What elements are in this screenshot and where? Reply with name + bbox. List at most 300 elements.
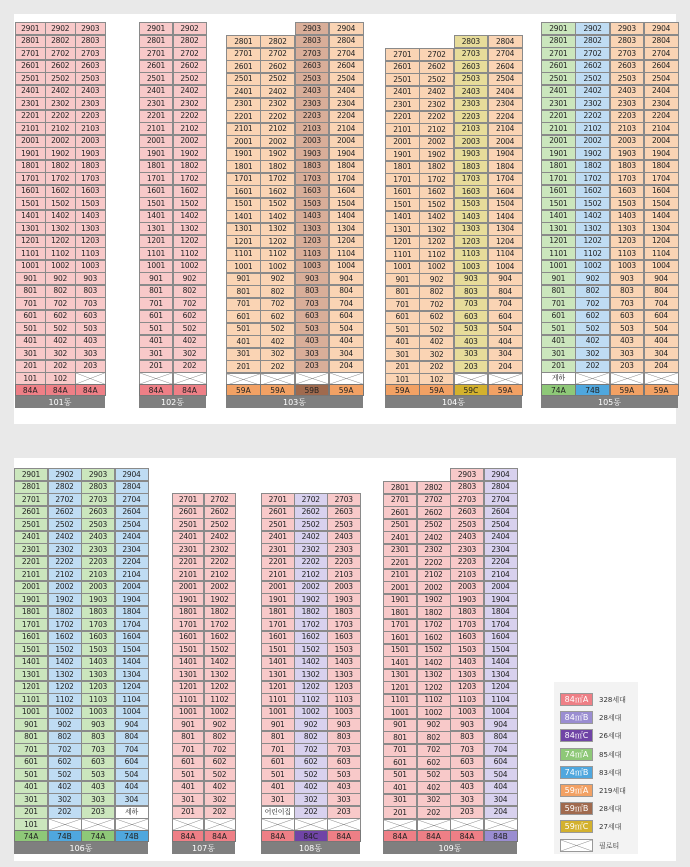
unit-cell: 2202 [173, 110, 207, 123]
unit-cell: 1203 [295, 235, 330, 248]
unit-cell: 1701 [226, 173, 261, 186]
unit-cell: 204 [488, 360, 523, 373]
empty-cross-icon [561, 840, 592, 851]
unit-cell: 2203 [75, 110, 106, 123]
unit-cell: 2701 [385, 48, 420, 61]
unit-cell: 1601 [261, 631, 295, 644]
unit-cell: 2603 [295, 60, 330, 73]
unit-cell: 1801 [14, 606, 48, 619]
unit-cell: 1902 [48, 593, 82, 606]
unit-cell: 2401 [385, 86, 420, 99]
unit-cell: 2904 [329, 22, 364, 35]
unit-cell: 404 [329, 335, 364, 348]
unit-cell: 1804 [329, 160, 364, 173]
unit-cell: 401 [172, 781, 204, 794]
unit-cell: 1903 [450, 593, 484, 606]
empty-cross-icon [611, 373, 644, 384]
unit-cell: 1602 [575, 185, 610, 198]
empty-cross-icon [296, 373, 329, 384]
unit-cell: 1502 [48, 643, 82, 656]
unit-cell: 1503 [295, 197, 330, 210]
unit-cell: 902 [575, 272, 610, 285]
unit-cell: 1902 [419, 148, 454, 161]
unit-cell: 1101 [14, 693, 48, 706]
unit-cell: 302 [173, 347, 207, 360]
unit-cell: 2404 [488, 85, 523, 98]
unit-cell: 2504 [644, 72, 679, 85]
unit-cell: 1803 [327, 606, 361, 619]
unit-cell: 2801 [226, 35, 261, 48]
unit-cell: 1701 [383, 619, 417, 632]
unit-cell: 801 [261, 731, 295, 744]
unit-cell: 802 [48, 731, 82, 744]
empty-cross-icon [82, 819, 114, 830]
unit-type-label: 84A [173, 384, 207, 396]
unit-cell: 1303 [75, 222, 106, 235]
unit-cell: 702 [575, 297, 610, 310]
unit-cell: 2102 [45, 122, 76, 135]
unit-cell: 2501 [383, 519, 417, 532]
unit-cell: 303 [75, 347, 106, 360]
unit-cell: 804 [329, 285, 364, 298]
unit-cell: 1601 [541, 185, 576, 198]
unit-cell: 1102 [173, 247, 207, 260]
unit-cell: 1904 [488, 148, 523, 161]
unit-cell: 2602 [45, 60, 76, 73]
unit-cell: 901 [15, 272, 46, 285]
unit-cell: 1204 [484, 681, 518, 694]
unit-cell: 502 [260, 323, 295, 336]
building-name: 102동 [139, 396, 206, 408]
unit-cell: 2304 [115, 543, 149, 556]
unit-cell: 202 [204, 806, 236, 819]
unit-cell: 2304 [484, 543, 518, 556]
unit-cell: 2401 [14, 531, 48, 544]
unit-cell: 401 [385, 336, 420, 349]
unit-cell: 1103 [610, 247, 645, 260]
unit-cell: 604 [488, 310, 523, 323]
empty-cross-icon [295, 819, 327, 830]
unit-cell: 1201 [383, 681, 417, 694]
unit-cell: 2701 [139, 47, 173, 60]
unit-cell: 503 [610, 322, 645, 335]
unit-type-label: 74B [48, 830, 82, 842]
unit-cell: 904 [644, 272, 679, 285]
unit-cell: 701 [261, 743, 295, 756]
unit-type-label: 84A [204, 830, 236, 842]
unit-cell: 1004 [488, 260, 523, 273]
unit-cell: 2303 [454, 98, 489, 111]
unit-cell: 2401 [383, 531, 417, 544]
unit-cell: 2701 [172, 493, 204, 506]
unit-cell: 1502 [419, 198, 454, 211]
unit-cell: 1704 [644, 172, 679, 185]
unit-cell: 404 [488, 335, 523, 348]
unit-cell: 501 [172, 768, 204, 781]
unit-cell: 803 [75, 285, 106, 298]
unit-cell: 1304 [329, 222, 364, 235]
unit-cell: 601 [261, 756, 295, 769]
unit-cell: 302 [45, 347, 76, 360]
unit-cell: 2302 [260, 98, 295, 111]
unit-cell: 802 [204, 731, 236, 744]
legend-swatch: 59㎡C [560, 820, 593, 833]
unit-cell: 2202 [575, 110, 610, 123]
unit-cell: 1004 [329, 260, 364, 273]
unit-cell: 1903 [454, 148, 489, 161]
unit-cell: 703 [450, 743, 484, 756]
unit-cell: 903 [295, 272, 330, 285]
unit-cell: 2003 [610, 135, 645, 148]
unit-cell: 602 [294, 756, 328, 769]
unit-cell: 203 [327, 806, 361, 819]
unit-cell: 1601 [383, 631, 417, 644]
unit-cell: 803 [327, 731, 361, 744]
empty-cross-icon [49, 819, 81, 830]
unit-cell: 402 [204, 781, 236, 794]
unit-cell: 302 [294, 793, 328, 806]
unit-cell: 1001 [385, 261, 420, 274]
unit-cell: 2602 [173, 60, 207, 73]
unit-cell: 1804 [644, 160, 679, 173]
unit-cell: 2904 [115, 468, 149, 481]
unit-cell: 2504 [488, 73, 523, 86]
empty-cross-icon [485, 819, 517, 830]
unit-cell: 1303 [610, 222, 645, 235]
unit-cell: 2504 [115, 518, 149, 531]
unit-cell: 203 [454, 360, 489, 373]
unit-cell: 901 [172, 718, 204, 731]
unit-cell: 1702 [45, 172, 76, 185]
unit-cell: 304 [644, 347, 679, 360]
unit-cell: 1302 [294, 668, 328, 681]
unit-cell: 2203 [450, 556, 484, 569]
unit-cell: 804 [488, 285, 523, 298]
unit-cell: 2103 [327, 568, 361, 581]
unit-cell: 2903 [610, 22, 645, 35]
unit-cell: 2902 [48, 468, 82, 481]
unit-cell: 702 [260, 298, 295, 311]
unit-cell: 1803 [81, 606, 115, 619]
unit-cell: 301 [385, 348, 420, 361]
unit-cell: 504 [488, 323, 523, 336]
unit-cell: 603 [75, 310, 106, 323]
unit-cell: 1601 [172, 631, 204, 644]
unit-cell: 2204 [644, 110, 679, 123]
legend-swatch [560, 839, 593, 852]
unit-type-legend [554, 682, 638, 854]
unit-cell: 502 [45, 322, 76, 335]
unit-cell: 703 [75, 297, 106, 310]
unit-cell: 2004 [329, 135, 364, 148]
unit-cell: 2404 [484, 531, 518, 544]
unit-cell: 401 [383, 781, 417, 794]
unit-cell: 1002 [260, 260, 295, 273]
unit-cell: 503 [75, 322, 106, 335]
unit-cell: 502 [417, 769, 451, 782]
unit-cell: 1201 [261, 681, 295, 694]
unit-cell: 303 [610, 347, 645, 360]
unit-cell: 1004 [115, 706, 149, 719]
unit-cell: 2701 [541, 47, 576, 60]
unit-cell: 1101 [226, 248, 261, 261]
unit-cell: 2802 [173, 35, 207, 48]
unit-cell: 2002 [45, 135, 76, 148]
unit-cell: 2003 [327, 581, 361, 594]
unit-cell: 1703 [450, 618, 484, 631]
unit-cell: 1702 [204, 618, 236, 631]
unit-cell: 1701 [541, 172, 576, 185]
unit-cell: 1504 [644, 197, 679, 210]
unit-cell: 2803 [81, 481, 115, 494]
unit-cell: 701 [172, 743, 204, 756]
unit-cell: 201 [15, 360, 46, 373]
unit-cell: 2504 [329, 72, 364, 85]
unit-cell: 2601 [15, 60, 46, 73]
unit-cell: 304 [488, 348, 523, 361]
unit-cell: 2503 [454, 73, 489, 86]
unit-cell: 1902 [260, 148, 295, 161]
unit-cell: 1801 [226, 160, 261, 173]
unit-cell: 801 [14, 731, 48, 744]
unit-cell: 2704 [488, 48, 523, 61]
unit-cell: 1403 [327, 656, 361, 669]
unit-cell: 2802 [260, 35, 295, 48]
unit-cell: 2101 [14, 568, 48, 581]
unit-cell: 403 [610, 335, 645, 348]
unit-cell: 804 [115, 731, 149, 744]
unit-cell: 2602 [294, 506, 328, 519]
unit-cell: 203 [75, 360, 106, 373]
unit-cell: 2602 [575, 60, 610, 73]
unit-cell: 1003 [81, 706, 115, 719]
unit-cell: 303 [454, 348, 489, 361]
unit-cell: 2804 [484, 481, 518, 494]
unit-cell: 2203 [327, 556, 361, 569]
unit-cell: 2002 [294, 581, 328, 594]
unit-cell: 702 [419, 298, 454, 311]
unit-cell: 2704 [329, 47, 364, 60]
unit-cell: 2001 [15, 135, 46, 148]
unit-cell: 1104 [115, 693, 149, 706]
unit-cell: 2403 [295, 85, 330, 98]
unit-cell: 2601 [261, 506, 295, 519]
unit-cell: 1904 [484, 593, 518, 606]
unit-cell: 1302 [260, 223, 295, 236]
unit-cell: 2502 [45, 72, 76, 85]
unit-cell: 203 [610, 360, 645, 373]
unit-cell: 501 [541, 322, 576, 335]
unit-cell: 2003 [450, 581, 484, 594]
unit-cell: 804 [644, 285, 679, 298]
unit-cell: 2302 [173, 97, 207, 110]
unit-cell: 704 [484, 743, 518, 756]
unit-cell: 2301 [261, 543, 295, 556]
unit-cell: 903 [81, 718, 115, 731]
unit-cell: 101 [385, 373, 420, 386]
unit-cell: 604 [329, 310, 364, 323]
unit-cell: 1301 [541, 222, 576, 235]
unit-cell: 2701 [261, 493, 295, 506]
unit-cell: 2101 [139, 122, 173, 135]
unit-cell: 2401 [226, 85, 261, 98]
unit-cell: 1103 [75, 247, 106, 260]
unit-cell: 1101 [385, 248, 420, 261]
unit-cell: 1201 [385, 236, 420, 249]
unit-cell: 1104 [488, 248, 523, 261]
unit-cell: 2303 [450, 543, 484, 556]
unit-cell: 1001 [172, 706, 204, 719]
unit-cell: 1103 [81, 693, 115, 706]
unit-cell: 201 [226, 360, 261, 373]
unit-cell: 1501 [14, 643, 48, 656]
unit-cell: 2003 [75, 135, 106, 148]
building-name: 103동 [226, 396, 363, 408]
unit-cell: 502 [204, 768, 236, 781]
unit-cell: 1604 [484, 631, 518, 644]
unit-cell: 2702 [48, 493, 82, 506]
unit-cell: 2703 [327, 493, 361, 506]
unit-cell: 2302 [575, 97, 610, 110]
unit-cell: 2602 [204, 506, 236, 519]
unit-type-label: 84A [139, 384, 173, 396]
unit-cell: 703 [454, 298, 489, 311]
unit-cell: 2702 [419, 48, 454, 61]
unit-cell: 904 [488, 273, 523, 286]
unit-cell: 2501 [261, 518, 295, 531]
unit-cell: 2902 [45, 22, 76, 35]
unit-cell: 601 [14, 756, 48, 769]
unit-cell: 604 [644, 310, 679, 323]
unit-cell: 2702 [294, 493, 328, 506]
unit-cell: 304 [329, 347, 364, 360]
unit-cell: 2104 [644, 122, 679, 135]
unit-cell: 2304 [488, 98, 523, 111]
unit-cell: 1102 [48, 693, 82, 706]
unit-type-label: 84A [450, 830, 484, 842]
unit-cell: 1702 [575, 172, 610, 185]
unit-cell: 1301 [226, 223, 261, 236]
unit-type-label: 59C [454, 384, 489, 396]
unit-cell: 1802 [417, 606, 451, 619]
unit-cell: 701 [385, 298, 420, 311]
unit-cell: 1903 [81, 593, 115, 606]
unit-cell: 1003 [295, 260, 330, 273]
unit-cell: 1402 [204, 656, 236, 669]
building-name: 101동 [15, 396, 105, 408]
unit-cell: 1103 [327, 693, 361, 706]
unit-cell: 2102 [575, 122, 610, 135]
unit-cell: 2401 [261, 531, 295, 544]
unit-cell: 2101 [172, 568, 204, 581]
unit-cell: 2501 [385, 73, 420, 86]
unit-cell: 1502 [45, 197, 76, 210]
unit-cell: 403 [450, 781, 484, 794]
empty-cross-icon [140, 373, 172, 384]
unit-cell: 2101 [261, 568, 295, 581]
unit-cell: 2702 [260, 48, 295, 61]
unit-cell: 1701 [261, 618, 295, 631]
unit-cell: 1701 [172, 618, 204, 631]
unit-type-label: 84A [75, 384, 106, 396]
unit-cell: 903 [610, 272, 645, 285]
unit-cell: 1701 [385, 173, 420, 186]
unit-cell: 902 [204, 718, 236, 731]
unit-cell: 1602 [173, 185, 207, 198]
unit-cell: 2401 [541, 85, 576, 98]
unit-cell: 1102 [260, 248, 295, 261]
unit-cell: 1802 [575, 160, 610, 173]
unit-cell: 1302 [417, 669, 451, 682]
legend-count: 26세대 [599, 732, 622, 741]
unit-cell: 1703 [75, 172, 106, 185]
unit-cell: 2403 [327, 531, 361, 544]
empty-cross-icon [451, 819, 483, 830]
unit-cell: 402 [173, 335, 207, 348]
unit-cell: 2803 [75, 35, 106, 48]
unit-cell: 2603 [327, 506, 361, 519]
unit-cell: 604 [484, 756, 518, 769]
unit-cell: 701 [226, 298, 261, 311]
unit-cell: 1201 [172, 681, 204, 694]
unit-cell: 1801 [385, 161, 420, 174]
unit-cell: 1302 [45, 222, 76, 235]
unit-cell: 303 [450, 793, 484, 806]
unit-cell: 304 [115, 793, 149, 806]
unit-cell: 201 [541, 360, 576, 373]
unit-cell: 2902 [575, 22, 610, 35]
unit-cell: 1401 [172, 656, 204, 669]
unit-cell: 2002 [48, 581, 82, 594]
empty-cross-icon [489, 374, 522, 385]
unit-cell: 2301 [14, 543, 48, 556]
unit-cell: 503 [81, 768, 115, 781]
unit-cell: 801 [139, 285, 173, 298]
unit-cell: 601 [15, 310, 46, 323]
unit-cell: 1704 [115, 618, 149, 631]
unit-cell: 2201 [172, 556, 204, 569]
unit-cell: 2604 [484, 506, 518, 519]
unit-type-label: 84A [327, 830, 361, 842]
unit-cell: 1602 [294, 631, 328, 644]
unit-cell: 503 [295, 322, 330, 335]
unit-cell: 2201 [385, 111, 420, 124]
unit-cell: 2102 [419, 123, 454, 136]
unit-cell: 102 [45, 372, 76, 385]
unit-cell: 1301 [261, 668, 295, 681]
unit-cell: 802 [294, 731, 328, 744]
legend-swatch: 74㎡B [560, 766, 593, 779]
empty-cross-icon [262, 819, 294, 830]
unit-cell: 602 [575, 310, 610, 323]
unit-cell: 1701 [14, 618, 48, 631]
unit-cell: 1902 [294, 593, 328, 606]
unit-cell: 2403 [75, 85, 106, 98]
unit-cell: 804 [484, 731, 518, 744]
unit-cell: 2001 [226, 135, 261, 148]
unit-cell: 2001 [139, 135, 173, 148]
unit-cell: 603 [327, 756, 361, 769]
unit-cell: 602 [417, 756, 451, 769]
unit-cell: 403 [454, 335, 489, 348]
unit-cell: 1004 [644, 260, 679, 273]
unit-cell: 2101 [226, 123, 261, 136]
unit-cell: 1501 [383, 644, 417, 657]
unit-cell: 2503 [81, 518, 115, 531]
unit-cell: 1502 [575, 197, 610, 210]
unit-cell: 1603 [454, 185, 489, 198]
unit-cell: 203 [450, 806, 484, 819]
